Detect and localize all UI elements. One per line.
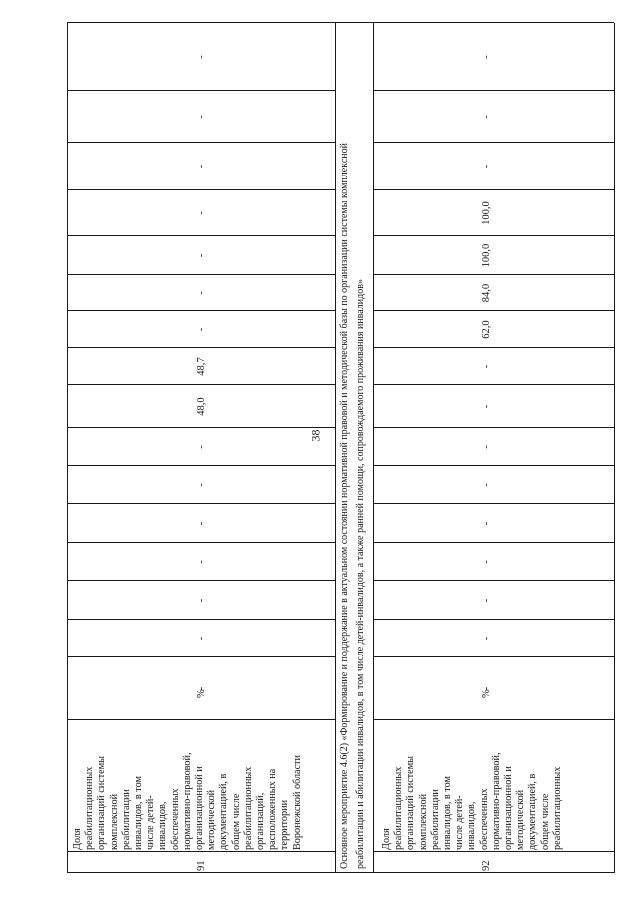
row-91-value-cell: - <box>196 253 207 258</box>
column-divider <box>373 503 614 504</box>
column-divider <box>373 189 614 190</box>
column-divider <box>373 542 614 543</box>
column-divider <box>373 142 614 143</box>
row-92-unit: % <box>481 689 492 698</box>
row-91-value-cell: 48,0 <box>196 397 207 416</box>
row-92-value-cell: - <box>481 55 492 59</box>
row-91-indicator-label: Доля реабилитационных организаций системы комплексной реабилитации инвалидов, в том числе детей- инвалидов, обеспеченных нормативно-правовой, организационной и методической документацией, в общем числе реабилитационных организаций, расположенных на территории Воронежской области <box>72 752 303 850</box>
section-heading-line-1: Основное мероприятие 4.6(2) «Формирование и поддержание в актуальном состоянии нормативной правовой и методической базы по организации системы комплексной <box>339 143 350 869</box>
column-divider <box>373 384 614 385</box>
column-divider <box>373 656 614 657</box>
column-divider <box>373 235 614 236</box>
row-91-value-cell: - <box>196 483 207 487</box>
row-91-value-cell: - <box>196 598 207 603</box>
column-divider <box>373 310 614 311</box>
column-divider <box>373 465 614 466</box>
row-92-value-cell: 84,0 <box>481 283 492 303</box>
row-92-value-cell: - <box>481 115 492 119</box>
row-92-value-cell: - <box>481 164 492 169</box>
row-92-value-cell: - <box>481 364 492 369</box>
row-91-number: 91 <box>196 860 207 871</box>
row-92-value-cell: 100,0 <box>481 243 492 268</box>
section-bottom-border <box>373 23 374 873</box>
column-divider <box>373 719 614 720</box>
table-top-border <box>67 23 68 873</box>
row-91-value-cell: - <box>196 560 207 564</box>
table-bottom-border <box>614 23 615 873</box>
column-divider <box>373 90 614 91</box>
row-91-value-cell: - <box>196 636 207 641</box>
row-92-indicator-label: Доля реабилитационных организаций системы комплексной реабилитации инвалидов, в том числе детей- инвалидов, обеспеченных нормативно-правовой, организационной и методической документацией, в общем числе реабилитационных <box>381 752 563 850</box>
row-91-value-cell: - <box>196 55 207 59</box>
row-91-value-cell: 48,7 <box>196 357 207 376</box>
row-91-value-cell: - <box>196 686 207 691</box>
column-divider <box>373 347 614 348</box>
column-divider <box>67 851 335 852</box>
row-91-value-cell: - <box>196 164 207 169</box>
row-91-value-cell: - <box>196 115 207 119</box>
section-heading-line-2: реабилитации и абилитации инвалидов, в том числе детей-инвалидов, а также ранней помощи, сопровождаемого проживания инвалидов» <box>355 279 366 869</box>
row-92-value-cell: - <box>481 483 492 487</box>
row-91-value-cell: - <box>196 291 207 295</box>
table-left-border <box>67 872 614 873</box>
row-92-value-cell: - <box>481 560 492 564</box>
row-92-value-cell: - <box>481 521 492 526</box>
column-divider <box>373 274 614 275</box>
row-92-value-cell: - <box>481 445 492 449</box>
row-92-value-cell: - <box>481 636 492 641</box>
row-92-value-cell: 100,0 <box>481 201 492 225</box>
column-divider <box>373 851 614 852</box>
document-table <box>67 23 614 873</box>
row-92-value-cell: - <box>481 686 492 691</box>
row-91-value-cell: - <box>196 521 207 526</box>
row-91-value-cell: - <box>196 327 207 332</box>
row-92-number: 92 <box>481 860 492 871</box>
row-92-value-cell: 62,0 <box>481 320 492 339</box>
table-right-border <box>67 22 614 23</box>
row-91-value-cell: - <box>196 445 207 449</box>
column-divider <box>373 427 614 428</box>
column-divider <box>373 619 614 620</box>
row-92-value-cell: - <box>481 404 492 409</box>
row-92-value-cell: - <box>481 598 492 603</box>
page-number: 38 <box>308 429 323 442</box>
row-91-value-cell: - <box>196 211 207 215</box>
column-divider <box>373 580 614 581</box>
row-91-bottom-border <box>335 23 336 873</box>
row-91-unit: % <box>196 689 207 698</box>
